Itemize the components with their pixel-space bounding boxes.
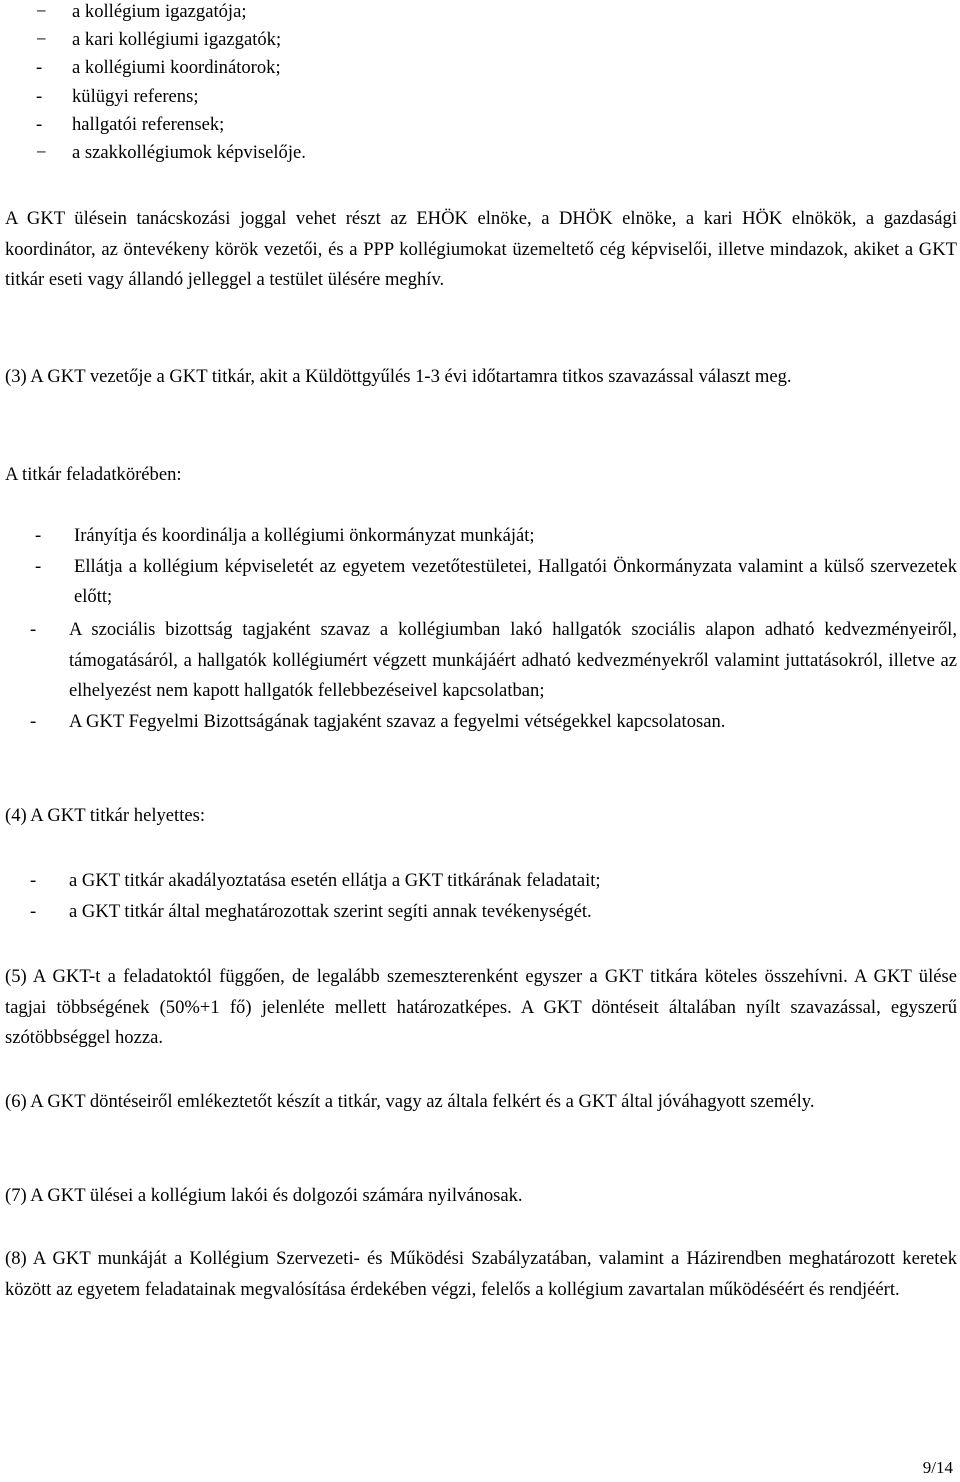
member-list	[0, 0, 620, 167]
list-item	[5, 521, 957, 552]
paragraph-5: (5) A GKT-t a feladatoktól függően, de legalább szemeszterenként egyszer a GKT titkára köteles összehívni. A GKT ülése tagjai többségének (50%+1 fő) jelenléte mellett határozatképes. A GKT döntéseit általában nyílt szavazással, egyszerű szótöbbséggel hozza.	[5, 966, 957, 1049]
list-dash: -	[35, 555, 42, 577]
list-dash: −	[36, 1, 47, 22]
list-dash: -	[36, 57, 43, 79]
list-item	[5, 707, 957, 738]
paragraph-8: (8) A GKT munkáját a Kollégium Szervezeti- és Működési Szabályzatában, valamint a Házirendben meghatározott keretek között az egyetem feladatainak megvalósítása érdekében végzi, felelős a kollégium zavartalan működéséért és rendjéért.	[5, 1248, 957, 1300]
list-dash: -	[30, 710, 37, 732]
list-item	[0, 83, 620, 111]
list-item-text: Irányítja és koordinálja a kollégiumi önkormányzat munkáját;	[74, 525, 535, 546]
list-item-text: a GKT titkár akadályoztatása esetén ellátja a GKT titkárának feladatait;	[69, 870, 601, 891]
titkar-heading: A titkár feladatkörében:	[5, 464, 182, 485]
list-item	[0, 0, 620, 26]
list-item-text: a kari kollégiumi igazgatók;	[72, 29, 282, 51]
list-item	[5, 552, 957, 613]
list-item	[5, 866, 957, 897]
titkar-duties-list	[5, 521, 957, 613]
list-item-text: a kollégiumi koordinátorok;	[72, 57, 281, 79]
list-item-text: A GKT Fegyelmi Bizottságának tagjaként szavaz a fegyelmi vétségekkel kapcsolatosan.	[69, 710, 726, 732]
list-dash: -	[35, 525, 42, 546]
paragraph-4-heading: (4) A GKT titkár helyettes:	[5, 805, 206, 826]
list-item-text: Ellátja a kollégium képviseletét az egyetem vezetőtestületei, Hallgatói Önkormányzata valamint a külső szervezetek előtt;	[74, 555, 957, 608]
list-item-text: a GKT titkár által meghatározottak szerint segíti annak tevékenységét.	[69, 900, 592, 922]
list-item-text: külügyi referens;	[72, 85, 199, 107]
list-item	[5, 615, 957, 707]
list-item	[5, 897, 957, 928]
paragraph-gkt-attendance: A GKT ülésein tanácskozási joggal vehet részt az EHÖK elnöke, a DHÖK elnöke, a kari HÖK elnökök, a gazdasági koordinátor, az öntevékeny körök vezetői, és a PPP kollégiumokat üzemeltető cég képviselői, illetve mindazok, akiket a GKT titkár eseti vagy állandó jelleggel a testület ülésére meghív.	[5, 208, 957, 291]
page-number: 9/14	[922, 1458, 953, 1477]
paragraph-3: (3) A GKT vezetője a GKT titkár, akit a Küldöttgyűlés 1-3 évi időtartamra titkos szavazással választ meg.	[5, 366, 792, 387]
list-dash: −	[36, 29, 47, 51]
list-item	[0, 111, 620, 139]
deputy-duties-list	[5, 866, 957, 927]
list-item-text: A szociális bizottság tagjaként szavaz a kollégiumban lakó hallgatók szociális alapon adható kedvezményeiről, támogatásáról, a hallgatók kollégiumért végzett munkájáért adható kedvezményekről valamint juttatásokról, illetve az elhelyezést nem kapott hallgatók fellebbezéseivel kapcsolatban;	[69, 619, 957, 702]
list-item-text: a szakkollégiumok képviselője.	[72, 141, 306, 163]
list-item-text: hallgatói referensek;	[72, 113, 225, 135]
list-dash: -	[30, 619, 37, 640]
list-item	[0, 139, 620, 167]
list-dash: −	[36, 141, 47, 163]
list-item-text: a kollégium igazgatója;	[72, 1, 247, 22]
paragraph-7: (7) A GKT ülései a kollégium lakói és dolgozói számára nyilvánosak.	[5, 1185, 523, 1206]
list-item	[0, 26, 620, 54]
paragraph-6: (6) A GKT döntéseiről emlékeztetőt készít a titkár, vagy az általa felkért és a GKT által jóváhagyott személy.	[5, 1091, 815, 1112]
list-dash: -	[30, 900, 37, 922]
list-dash: -	[36, 85, 43, 107]
list-item	[0, 54, 620, 82]
list-dash: -	[36, 113, 43, 135]
list-dash: -	[30, 870, 37, 891]
titkar-voting-list	[5, 615, 957, 737]
